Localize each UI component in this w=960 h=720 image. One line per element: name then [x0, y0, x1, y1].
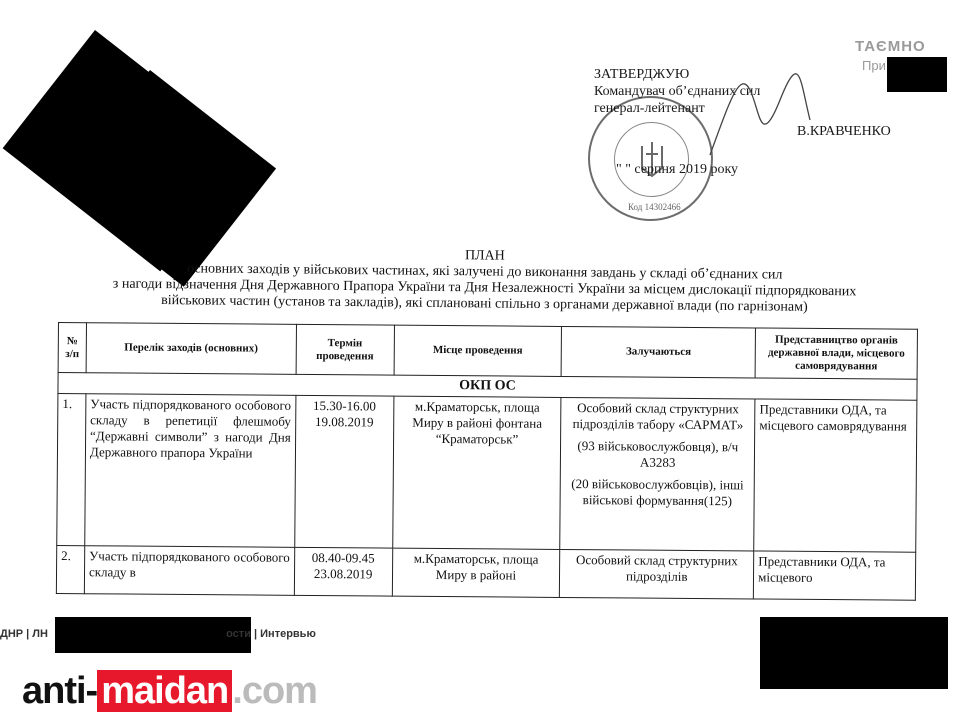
row-reps: Представники ОДА, та місцевого самоврядування [754, 399, 917, 552]
plan-table [56, 322, 918, 601]
logo-part-anti: anti- [22, 670, 98, 712]
footer-nav-end[interactable]: ости | Интервью [226, 628, 316, 640]
row-num: 2. [56, 545, 84, 593]
document-title [59, 244, 910, 317]
logo-part-maidan: maidan [97, 670, 232, 712]
row-involved-line: Особовий склад структурних підрозділів [575, 552, 738, 584]
approve-line-1: ЗАТВЕРДЖУЮ [594, 67, 690, 82]
secret-stamp: ТАЄМНО [855, 38, 926, 55]
title-heading: ПЛАН [464, 248, 505, 264]
table-row [57, 394, 917, 553]
col-header-event: Перелік заходів (основних) [86, 323, 296, 375]
table-header-row [58, 323, 917, 380]
secret-stamp-sub: При [862, 58, 886, 73]
row-time: 08.40-09.45 23.08.2019 [294, 547, 392, 596]
title-line-2: з нагоди відзначення Дня Державного Прапора України та Дня Незалежності України за місцем дислокації підпорядкованих [112, 276, 857, 300]
row-involved [560, 397, 755, 551]
row-involved-line: Особовий склад структурних підрозділів табору «САРМАТ» [572, 400, 744, 433]
footer-nav[interactable] [0, 628, 316, 640]
row-num: 1. [57, 394, 86, 546]
seal-code-text: Код 14302466 [628, 202, 681, 212]
row-event: Участь підпорядкованого особового складу в [84, 546, 294, 596]
redaction-block-top-right [887, 57, 947, 92]
section-title: ОКП ОС [58, 373, 917, 401]
footer-nav-start[interactable]: ДНР | ЛН [0, 628, 48, 640]
approve-date: " " серпня 2019 року [616, 162, 739, 177]
row-involved-line: (93 військовослужбовця), в/ч А3283 [577, 438, 739, 470]
title-line-3: військових частин (установ та закладів), які сплановані спільно з органами державної влади (по гарнізонам) [161, 293, 808, 315]
row-involved [560, 549, 754, 599]
col-header-reps: Представництво органів державної влади, місцевого самоврядування [755, 328, 917, 379]
logo-part-com: .com [232, 670, 317, 712]
col-header-involved: Залучаються [561, 326, 755, 378]
row-reps: Представники ОДА, та місцевого [754, 551, 916, 600]
approve-line-2: Командувач об’єднаних сил [594, 84, 761, 99]
redaction-block-bottom-right [760, 617, 948, 689]
approve-line-3: генерал-лейтенант [594, 101, 705, 116]
row-time: 15.30-16.00 19.08.2019 [294, 395, 393, 548]
title-line-1: основних заходів у військових частинах, які залучені до виконання завдань у складі об’єднаних сил [186, 261, 783, 283]
signer-name: В.КРАВЧЕНКО [797, 124, 891, 139]
col-header-place: Місце проведення [394, 325, 562, 376]
signature-icon [700, 60, 820, 170]
col-header-num: № з/п [58, 323, 86, 373]
table-row [56, 545, 915, 600]
site-logo[interactable] [22, 670, 317, 713]
col-header-time: Термін проведення [296, 324, 394, 375]
row-place: м.Краматорськ, площа Миру в районі фонтана “Краматорськ” [392, 396, 561, 549]
row-involved-line: (20 військовослужбовців), інші військові формування(125) [571, 476, 744, 509]
row-place: м.Краматорськ, площа Миру в районі [392, 548, 560, 597]
row-event: Участь підпорядкованого особового складу в репетиції флешмобу “Державні символи” з нагоди Дня Державного прапора України [85, 394, 296, 548]
